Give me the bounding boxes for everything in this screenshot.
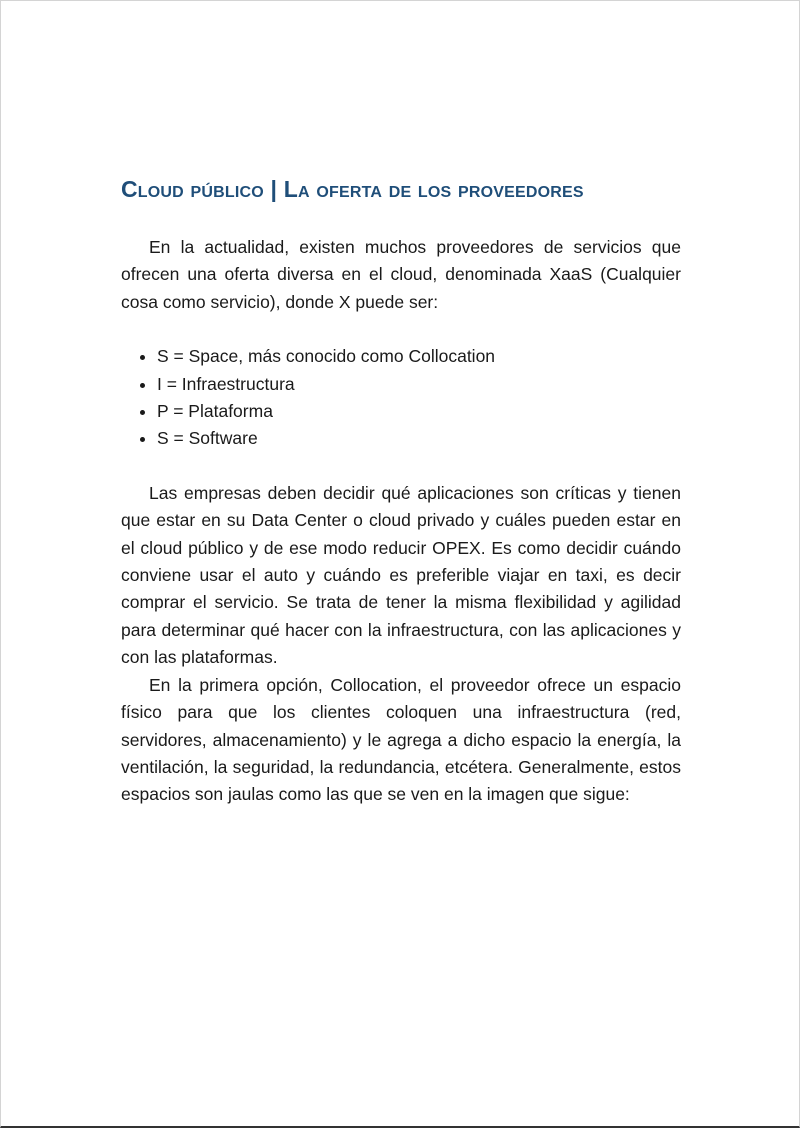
paragraph-collocation: En la primera opción, Collocation, el proveedor ofrece un espacio físico para que los clientes coloquen una infraestructura (red, servidores, almacenamiento) y le agrega a dicho espacio la energía, la ventilación, la seguridad, la redundancia, etcétera. Generalmente, estos espacios son jaulas como las que se ven en la imagen que sigue:	[121, 674, 681, 805]
xaas-list	[121, 343, 681, 453]
list-item: • S = Software	[157, 425, 681, 452]
page-content	[121, 169, 681, 809]
paragraph-decision: Las empresas deben decidir qué aplicaciones son críticas y tienen que estar en su Data Center o cloud privado y cuáles pueden estar en el cloud público y de ese modo reducir OPEX. Es como decidir cuándo conviene usar el auto y cuándo es preferible viajar en taxi, es decir comprar el servicio. Se trata de tener la misma flexibilidad y agilidad para determinar qué hacer con la infraestructura, con las aplicaciones y con las plataformas.	[121, 482, 681, 668]
list-item: • I = Infraestructura	[157, 371, 681, 398]
paragraph-intro: En la actualidad, existen muchos proveedores de servicios que ofrecen una oferta diversa en el cloud, denominada XaaS (Cualquier cosa como servicio), donde X puede ser:	[121, 237, 681, 312]
list-item: • S = Space, más conocido como Collocation	[157, 343, 681, 370]
section-heading: Cloud público | La oferta de los proveedores	[121, 176, 584, 202]
list-item: • P = Plataforma	[157, 398, 681, 425]
